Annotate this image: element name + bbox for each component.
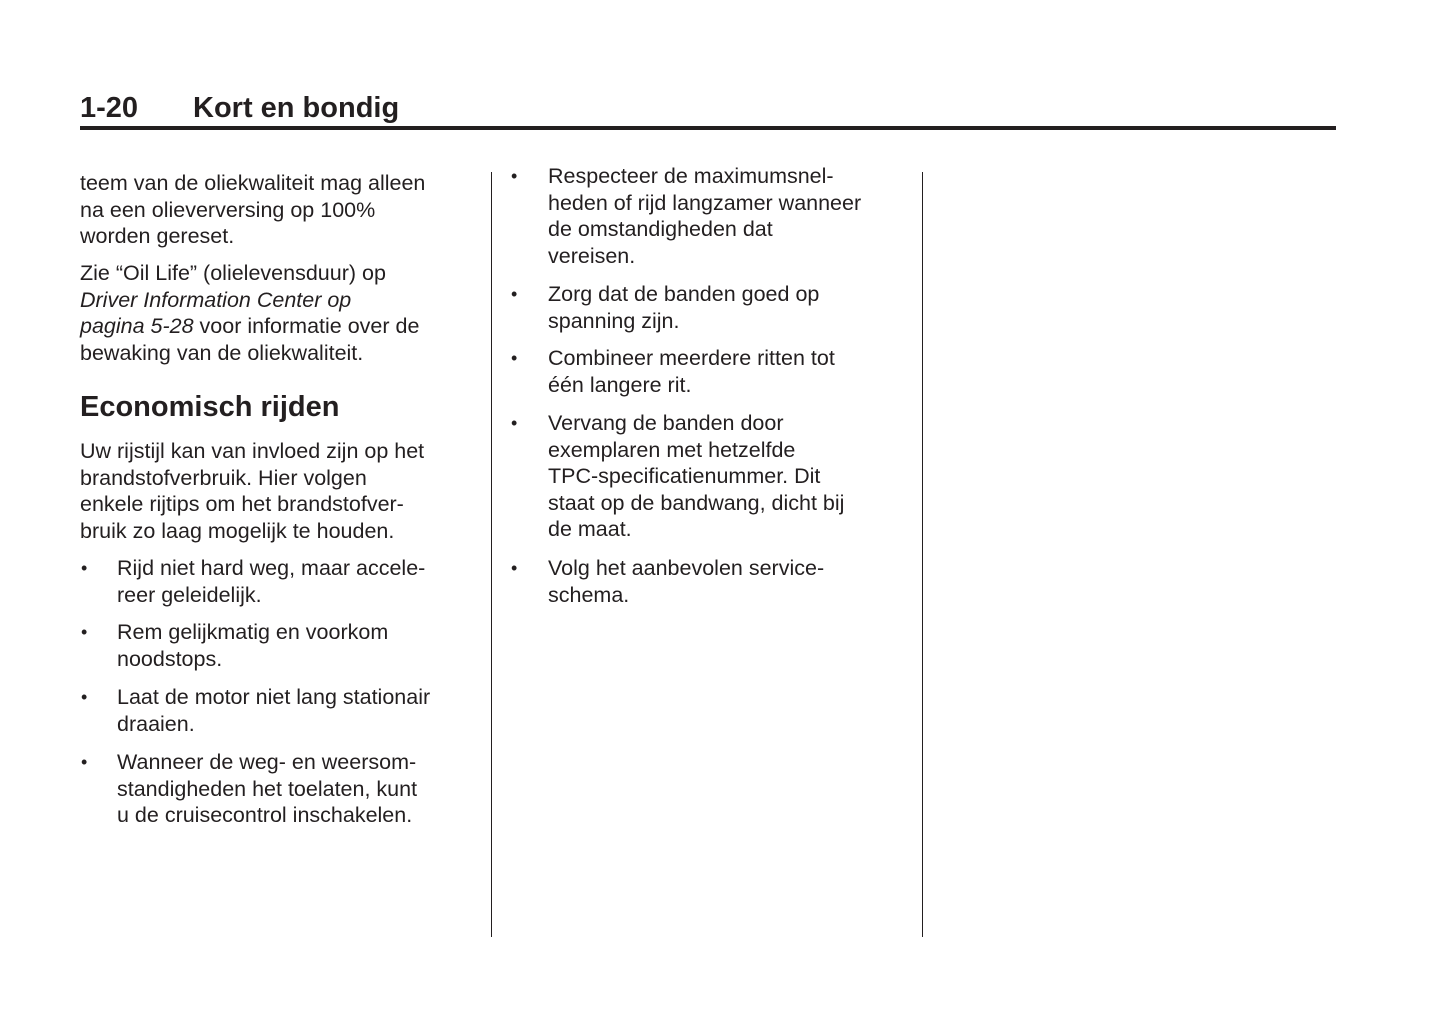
text-line: vereisen.	[548, 243, 636, 268]
list-item	[548, 555, 824, 608]
bullet-icon: •	[511, 348, 518, 368]
text-line: Wanneer de weg- en weersom-	[117, 750, 417, 774]
text-line: de omstandigheden dat	[548, 217, 773, 241]
column-divider	[491, 172, 492, 937]
text-line: enkele rijtips om het brandstofver-	[80, 492, 404, 516]
section-title: Kort en bondig	[193, 92, 400, 124]
list-item	[548, 345, 835, 398]
text-line: Volg het aanbevolen service-	[548, 556, 825, 580]
text-line: u de cruisecontrol inschakelen.	[117, 803, 413, 827]
list-item	[117, 619, 388, 672]
bullet-icon: •	[511, 166, 518, 186]
text-line: bewaking van de oliekwaliteit.	[80, 340, 364, 365]
section-heading: Economisch rijden	[80, 391, 340, 423]
list-item	[117, 555, 425, 608]
text-line: na een olieverversing op 100%	[80, 197, 376, 222]
text-line: Respecteer de maximumsnel-	[548, 164, 834, 188]
column-divider	[922, 172, 923, 937]
text-line: standigheden het toelaten, kunt	[117, 776, 418, 801]
text-line: Rijd niet hard weg, maar accele-	[117, 556, 426, 580]
list-item	[548, 410, 844, 543]
text-line: spanning zijn.	[548, 308, 680, 333]
cross-reference-link[interactable]: Driver Information Center op	[80, 287, 352, 312]
text-line: de maat.	[548, 517, 632, 541]
text-line: reer geleidelijk.	[117, 582, 262, 607]
text-line: staat op de bandwang, dicht bij	[548, 490, 845, 515]
text-line: Rem gelijkmatig en voorkom	[117, 620, 389, 644]
bullet-icon: •	[511, 413, 518, 433]
text-line: heden of rijd langzamer wanneer	[548, 190, 862, 215]
text-line: Zie “Oil Life” (olielevensduur) op	[80, 261, 386, 285]
page-number: 1-20	[80, 92, 139, 124]
bullet-icon: •	[81, 622, 88, 642]
list-item	[548, 281, 819, 334]
bullet-icon: •	[81, 752, 88, 772]
text-line: TPC-specificatienummer. Dit	[548, 464, 821, 488]
text-line: bruik zo laag mogelijk te houden.	[80, 518, 395, 543]
text-line: teem van de oliekwaliteit mag alleen	[80, 171, 426, 195]
cross-reference-link[interactable]: pagina 5-28	[80, 314, 194, 338]
text-line: exemplaren met hetzelfde	[548, 437, 796, 462]
text-line: draaien.	[117, 711, 195, 736]
text-line: worden gereset.	[80, 224, 235, 248]
text-line: Combineer meerdere ritten tot	[548, 346, 835, 370]
text-line: Zorg dat de banden goed op	[548, 282, 820, 306]
bullet-icon: •	[81, 558, 88, 578]
bullet-icon: •	[81, 687, 88, 707]
text-line: schema.	[548, 582, 630, 607]
text-line: Uw rijstijl kan van invloed zijn op het	[80, 439, 425, 463]
bullet-icon: •	[511, 558, 518, 578]
bullet-icon: •	[511, 284, 518, 304]
text-line: noodstops.	[117, 646, 223, 671]
header-rule	[80, 126, 1336, 130]
text-line: Vervang de banden door	[548, 411, 784, 435]
paragraph-intro	[80, 438, 424, 544]
text-line: Laat de motor niet lang stationair	[117, 685, 431, 709]
list-item	[548, 163, 861, 269]
list-item	[117, 749, 417, 829]
text-line: brandstofverbruik. Hier volgen	[80, 465, 367, 490]
text-line: voor informatie over de	[193, 314, 420, 338]
text-line: één langere rit.	[548, 372, 692, 397]
paragraph-oil-reset	[80, 170, 425, 250]
list-item	[117, 684, 430, 737]
paragraph-oil-life-reference	[80, 260, 419, 366]
